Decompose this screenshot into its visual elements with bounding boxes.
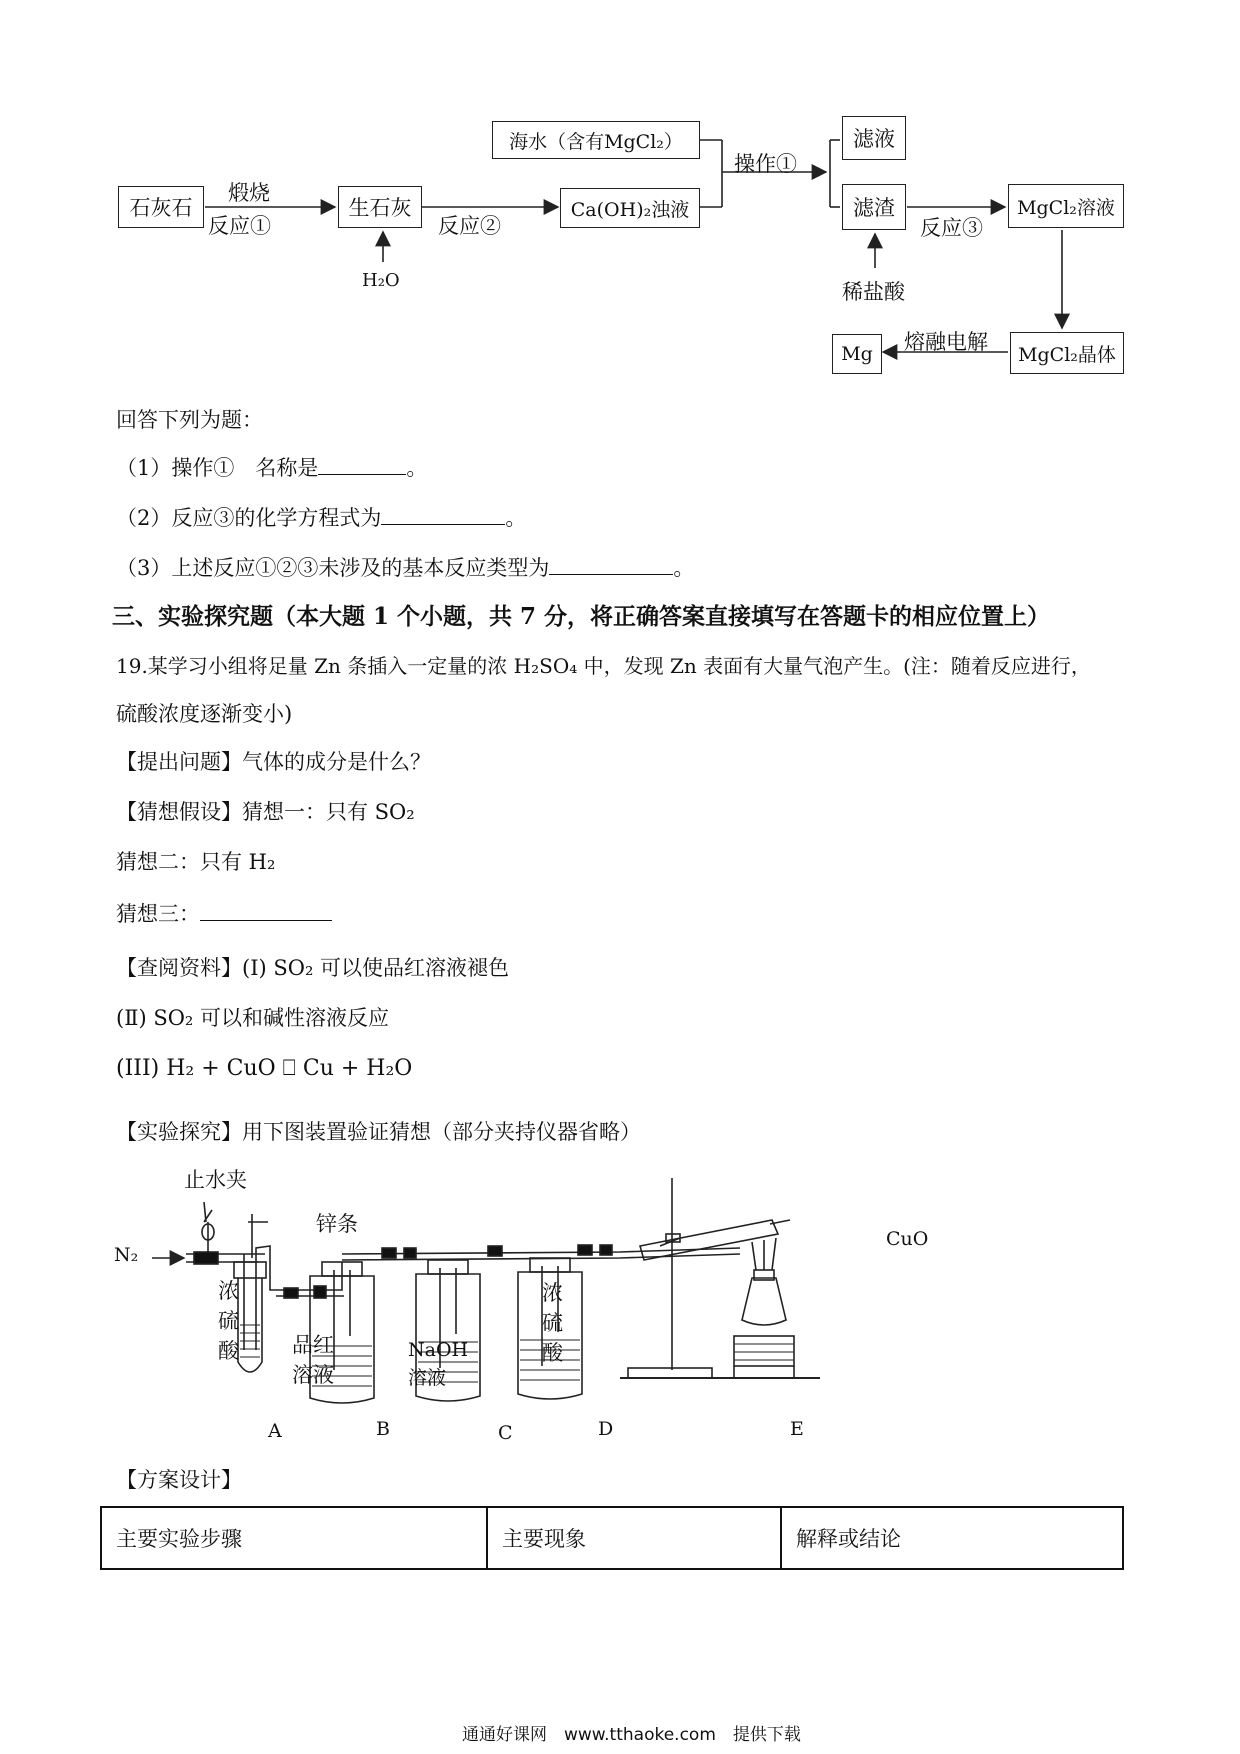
reaction2-label: 反应② — [438, 214, 501, 238]
q19-stem-line1: 19.某学习小组将足量 Zn 条插入一定量的浓 H₂SO₄ 中，发现 Zn 表面有大量气泡产生。(注：随着反应进行， — [116, 654, 1091, 678]
q18-part1: （1）操作① 名称是 。 — [116, 452, 427, 482]
q19-plan-heading: 【方案设计】 — [116, 1468, 242, 1492]
filtrate-box: 滤液 — [842, 116, 906, 160]
q19-hypothesis3: 猜想三： — [116, 898, 332, 928]
header-phenomena: 主要现象 — [487, 1507, 781, 1569]
q19-info1: 【查阅资料】(Ⅰ) SO₂ 可以使品红溶液褪色 — [116, 956, 510, 980]
reaction3-label: 反应③ — [920, 216, 983, 240]
conc-h2so4-a-label: 浓 硫 酸 — [218, 1279, 239, 1363]
table-header-row — [101, 1507, 1123, 1569]
fuchsine-solution-label: 品红 溶液 — [292, 1333, 334, 1387]
page-footer: 通通好课网 www.tthaoke.com 提供下载 — [462, 1725, 801, 1745]
answer-blank-1 — [318, 452, 406, 475]
q19-info3: (III) H₂ + CuO ⎕ Cu + H₂O — [116, 1056, 413, 1081]
seawater-box: 海水（含有MgCl₂） — [492, 121, 700, 159]
q19-stem-line2: 硫酸浓度逐渐变小) — [116, 702, 293, 726]
label-b: B — [376, 1418, 390, 1440]
calcine-label: 煅烧 — [228, 181, 270, 205]
operation1-label: 操作① — [734, 152, 797, 176]
q19-explore: 【实验探究】用下图装置验证猜想（部分夹持仪器省略） — [116, 1120, 641, 1144]
electrolysis-label: 熔融电解 — [904, 330, 988, 354]
label-c: C — [498, 1422, 513, 1444]
mgcl2-solution-box: MgCl₂溶液 — [1008, 184, 1124, 228]
q18-intro: 回答下列为题： — [116, 408, 263, 432]
q19-hypothesis2: 猜想二：只有 H₂ — [116, 850, 276, 874]
mg-box: Mg — [832, 334, 882, 374]
answer-blank-3 — [549, 552, 673, 575]
label-d: D — [598, 1418, 614, 1440]
naoh-solution-label: NaOH 溶液 — [408, 1339, 469, 1389]
q19-question: 【提出问题】气体的成分是什么？ — [116, 750, 431, 774]
q18-part3: （3）上述反应①②③未涉及的基本反应类型为 。 — [116, 552, 694, 582]
water-stop-clamp-label: 止水夹 — [184, 1168, 247, 1192]
dilute-hcl-label: 稀盐酸 — [842, 280, 905, 304]
water-label: H₂O — [362, 270, 400, 291]
reaction1-label: 反应① — [208, 214, 271, 238]
plan-table — [100, 1506, 1124, 1570]
caoh2-suspension-box: Ca(OH)₂浊液 — [560, 188, 700, 228]
residue-box: 滤渣 — [842, 184, 906, 230]
section-3-title: 三、实验探究题（本大题 1 个小题，共 7 分，将正确答案直接填写在答题卡的相应位置上） — [112, 603, 1051, 630]
cuo-label: CuO — [886, 1228, 929, 1250]
label-a: A — [268, 1420, 282, 1442]
zinc-strip-label: 锌条 — [316, 1212, 358, 1236]
n2-label: N₂ — [114, 1244, 139, 1266]
limestone-box: 石灰石 — [118, 186, 204, 228]
answer-blank-4 — [200, 898, 332, 921]
conc-h2so4-d-label: 浓 硫 酸 — [542, 1281, 563, 1365]
quicklime-box: 生石灰 — [338, 186, 422, 228]
q19-hypothesis1: 【猜想假设】猜想一：只有 SO₂ — [116, 800, 415, 824]
header-conclusion: 解释或结论 — [781, 1507, 1123, 1569]
mgcl2-crystal-box: MgCl₂晶体 — [1010, 332, 1124, 374]
q18-part2: （2）反应③的化学方程式为 。 — [116, 502, 526, 532]
label-e: E — [790, 1418, 804, 1440]
answer-blank-2 — [381, 502, 505, 525]
header-steps: 主要实验步骤 — [101, 1507, 487, 1569]
q19-info2: (Ⅱ) SO₂ 可以和碱性溶液反应 — [116, 1006, 390, 1030]
